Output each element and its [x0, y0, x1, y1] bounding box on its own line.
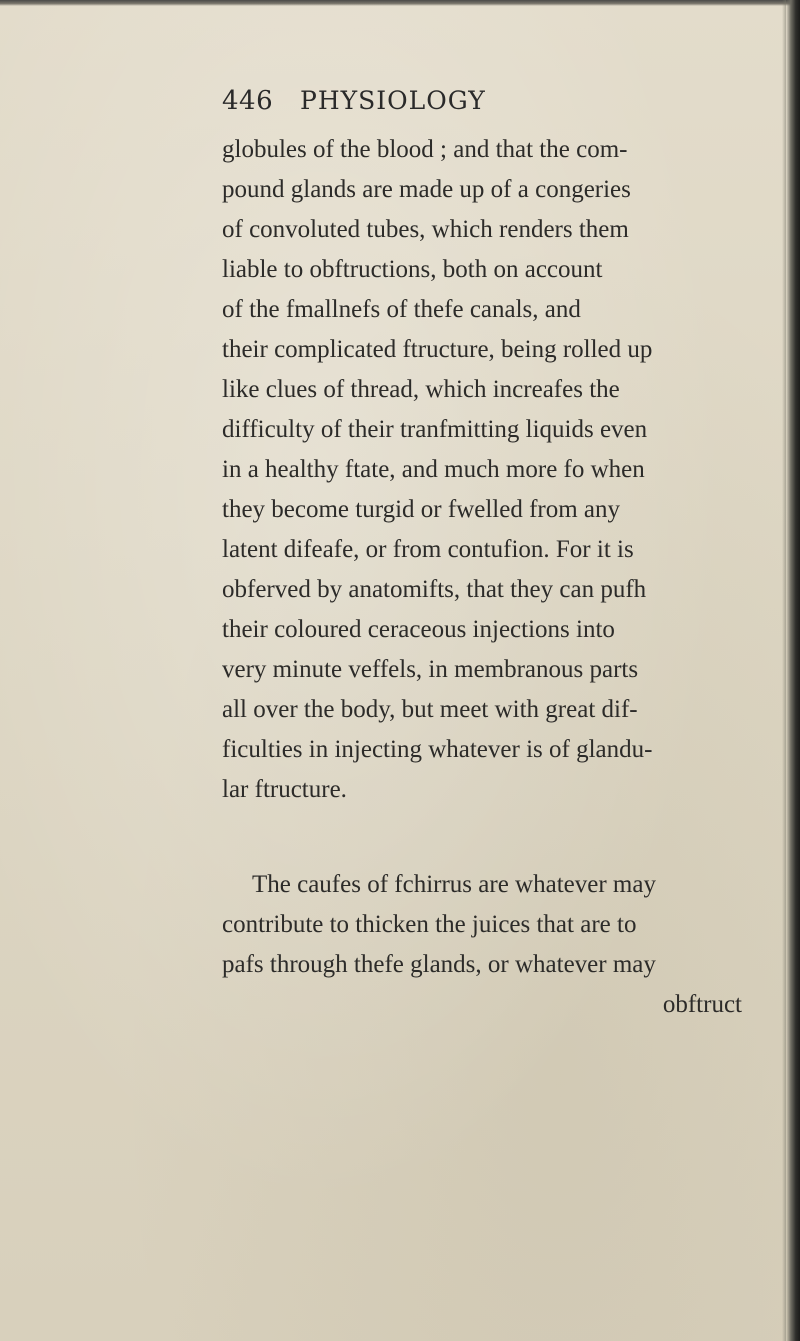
page-number: 446	[222, 86, 274, 116]
text-line: all over the body, but meet with great dif-	[222, 696, 638, 723]
text-line: their complicated ftructure, being rolled up	[222, 336, 653, 363]
text-line: contribute to thicken the juices that are to	[222, 911, 637, 938]
text-line: liable to obftructions, both on account	[222, 256, 603, 283]
text-line: of convoluted tubes, which renders them	[222, 216, 629, 243]
text-line: they become turgid or fwelled from any	[222, 496, 621, 523]
text-line: globules of the blood ; and that the com-	[222, 136, 628, 163]
text-line: their coloured ceraceous injections into	[222, 616, 615, 643]
text-line: lar ftructure.	[222, 776, 347, 803]
text-line: obferved by anatomifts, that they can pufh	[222, 576, 647, 603]
page-right-edge	[786, 0, 800, 1341]
page-header	[222, 86, 702, 126]
paragraph-start-line: The caufes of fchirrus are whatever may	[252, 871, 656, 898]
text-line: pafs through thefe glands, or whatever may	[222, 951, 656, 978]
text-line: in a healthy ftate, and much more fo when	[222, 456, 645, 483]
text-line: of the fmallnefs of thefe canals, and	[222, 296, 581, 323]
text-line: latent difeafe, or from contufion. For it is	[222, 536, 634, 563]
text-line: ficulties in injecting whatever is of glandu-	[222, 736, 653, 763]
text-line: very minute veffels, in membranous parts	[222, 656, 639, 683]
text-line: difficulty of their tranfmitting liquids even	[222, 416, 648, 443]
running-head: PHYSIOLOGY	[300, 86, 486, 115]
page-top-edge	[0, 0, 800, 6]
text-line: like clues of thread, which increafes the	[222, 376, 620, 403]
catchword: obftruct	[662, 991, 742, 1018]
text-line: pound glands are made up of a congeries	[222, 176, 631, 203]
